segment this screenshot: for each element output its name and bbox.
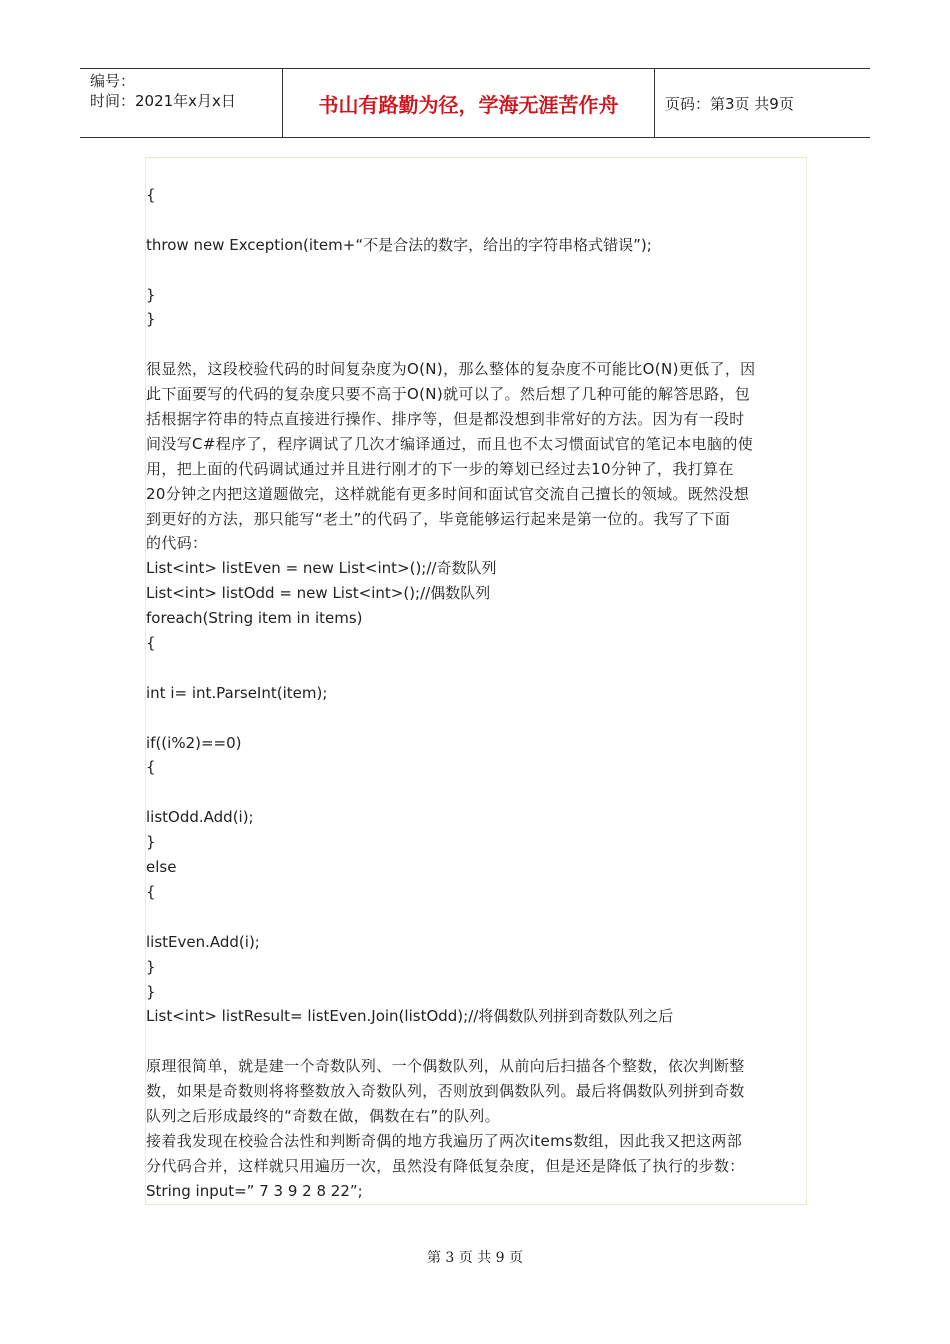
text-line: String input=” 7 3 9 2 8 22”; <box>146 1181 363 1200</box>
text-line <box>146 332 806 357</box>
text-line: { <box>146 186 156 204</box>
page-footer: 第 3 页 共 9 页 <box>426 1250 524 1266</box>
text-line: throw new Exception(item+“不是合法的数字，给出的字符串格式错误”); <box>146 235 652 254</box>
text-line: List<int> listOdd = new List<int>();//偶数队列 <box>146 584 491 603</box>
text-line: } <box>146 833 156 852</box>
text-line <box>146 258 806 283</box>
text-line <box>146 905 806 930</box>
text-line: listOdd.Add(i); <box>146 808 254 827</box>
text-line <box>146 1029 806 1054</box>
text-line: { <box>146 758 156 777</box>
text-line: 括根据字符串的特点直接进行操作、排序等，但是都没想到非常好的方法。因为有一段时 <box>146 410 745 429</box>
header-motto: 书山有路勤为径，学海无涯苦作舟 <box>282 69 655 137</box>
text-line: int i= int.ParseInt(item); <box>146 683 328 702</box>
text-line: { <box>146 882 156 901</box>
text-line: listEven.Add(i); <box>146 932 260 951</box>
document-number-label: 编号： <box>90 72 136 90</box>
text-line: List<int> listEven = new List<int>();//奇数队列 <box>146 559 497 578</box>
text-line <box>146 656 806 681</box>
text-line: } <box>146 310 156 329</box>
text-line <box>146 706 806 731</box>
document-body <box>146 183 806 1204</box>
text-line: } <box>146 285 156 304</box>
text-line <box>146 780 806 805</box>
text-line: 的代码： <box>146 534 208 553</box>
text-line: 间没写C#程序了，程序调试了几次才编译通过，而且也不太习惯面试官的笔记本电脑的使 <box>146 434 754 453</box>
text-line: 队列之后形成最终的“奇数在做，偶数在右”的队列。 <box>146 1106 500 1125</box>
text-line: { <box>146 634 156 653</box>
text-line: List<int> listResult= listEven.Join(listOdd);//将偶数队列拼到奇数队列之后 <box>146 1007 674 1026</box>
text-line: 分代码合并，这样就只用遍历一次，虽然没有降低复杂度，但是还是降低了执行的步数： <box>146 1156 745 1175</box>
text-line: foreach(String item in items) <box>146 609 363 628</box>
text-line: 原理很简单，就是建一个奇数队列、一个偶数队列，从前向后扫描各个整数，依次判断整 <box>146 1057 745 1076</box>
text-line: 20分钟之内把这道题做完，这样就能有更多时间和面试官交流自己擅长的领域。既然没想 <box>146 484 750 503</box>
header-page-number: 页码：第3页 共9页 <box>665 94 794 113</box>
text-line: 到更好的方法，那只能写“老土”的代码了，毕竟能够运行起来是第一位的。我写了下面 <box>146 509 731 528</box>
text-line: else <box>146 858 177 877</box>
text-line <box>146 208 806 233</box>
text-line: 接着我发现在校验合法性和判断奇偶的地方我遍历了两次items数组，因此我又把这两部 <box>146 1131 743 1150</box>
text-line: } <box>146 957 156 976</box>
header-meta <box>80 69 282 137</box>
text-line: if((i%2)==0) <box>146 733 242 752</box>
page-header <box>80 68 870 138</box>
text-line: 用，把上面的代码调试通过并且进行刚才的下一步的筹划已经过去10分钟了，我打算在 <box>146 459 734 478</box>
document-time-label: 时间：2021年x月x日 <box>90 92 236 110</box>
text-line: } <box>146 982 156 1001</box>
text-line: 数，如果是奇数则将将整数放入奇数队列，否则放到偶数队列。最后将偶数队列拼到奇数 <box>146 1082 745 1101</box>
text-line: 此下面要写的代码的复杂度只要不高于O(N)就可以了。然后想了几种可能的解答思路，包 <box>146 385 751 404</box>
text-line: 很显然，这段校验代码的时间复杂度为O(N)，那么整体的复杂度不可能比O(N)更低了，因 <box>146 360 756 379</box>
